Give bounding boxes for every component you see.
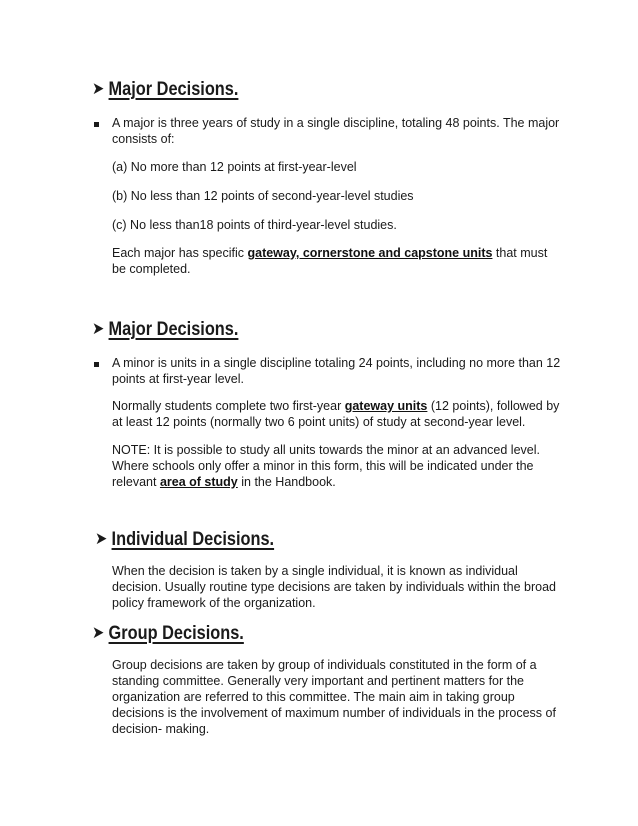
- heading-text: Group Decisions.: [108, 623, 244, 644]
- area-of-study-link[interactable]: area of study: [159, 475, 238, 489]
- group-decisions-text: Group decisions are taken by group of individuals constituted in the form of a standing committee. Generally very important and pertinent matters for the organization are referred to this committee. The main aim in taking group decisions is the involvement of maximum number of individuals in the process of decision- making.: [112, 658, 556, 736]
- major-item-a: (a) No more than 12 points at first-year-level: [112, 160, 357, 174]
- square-bullet-icon: [94, 122, 99, 127]
- section-heading-major-2: [92, 318, 238, 341]
- arrowhead-right-icon: ➤: [92, 79, 105, 98]
- minor-normal-path: Normally students complete two first-year gateway units (12 points), followed by at least 12 points (normally two 6 point units) of study at second-year level.: [112, 399, 560, 429]
- heading-text: Major Decisions.: [108, 319, 239, 340]
- arrowhead-right-icon: ➤: [95, 529, 108, 548]
- minor-definition: A minor is units in a single discipline totaling 24 points, including no more than 12 points at first-year level.: [112, 356, 561, 386]
- individual-decisions-text: When the decision is taken by a single individual, it is known as individual decision. Usually routine type decisions are taken by individuals within the broad policy framework of the organization.: [112, 564, 557, 610]
- gateway-units-link[interactable]: gateway units: [344, 399, 428, 413]
- major-item-c: (c) No less than18 points of third-year-level studies.: [112, 218, 397, 232]
- major-definition: A major is three years of study in a single discipline, totaling 48 points. The major consists of:: [112, 116, 560, 146]
- gateway-cornerstone-capstone-link[interactable]: gateway, cornerstone and capstone units: [247, 246, 493, 260]
- arrowhead-right-icon: ➤: [92, 623, 105, 642]
- minor-advanced-note: NOTE: It is possible to study all units towards the minor at an advanced level. Where schools only offer a minor in this form, this will be indicated under the relevant area of study in the Handbook.: [112, 443, 540, 489]
- square-bullet-icon: [94, 362, 99, 367]
- major-item-b: (b) No less than 12 points of second-year-level studies: [112, 189, 414, 203]
- major-units-note: Each major has specific gateway, cornerstone and capstone units that must be completed.: [112, 246, 548, 276]
- section-heading-group: [92, 622, 244, 645]
- heading-text: Individual Decisions.: [111, 529, 275, 550]
- arrowhead-right-icon: ➤: [92, 319, 105, 338]
- section-heading-major-1: [92, 78, 238, 101]
- section-heading-individual: [95, 528, 274, 551]
- heading-text: Major Decisions.: [108, 79, 239, 100]
